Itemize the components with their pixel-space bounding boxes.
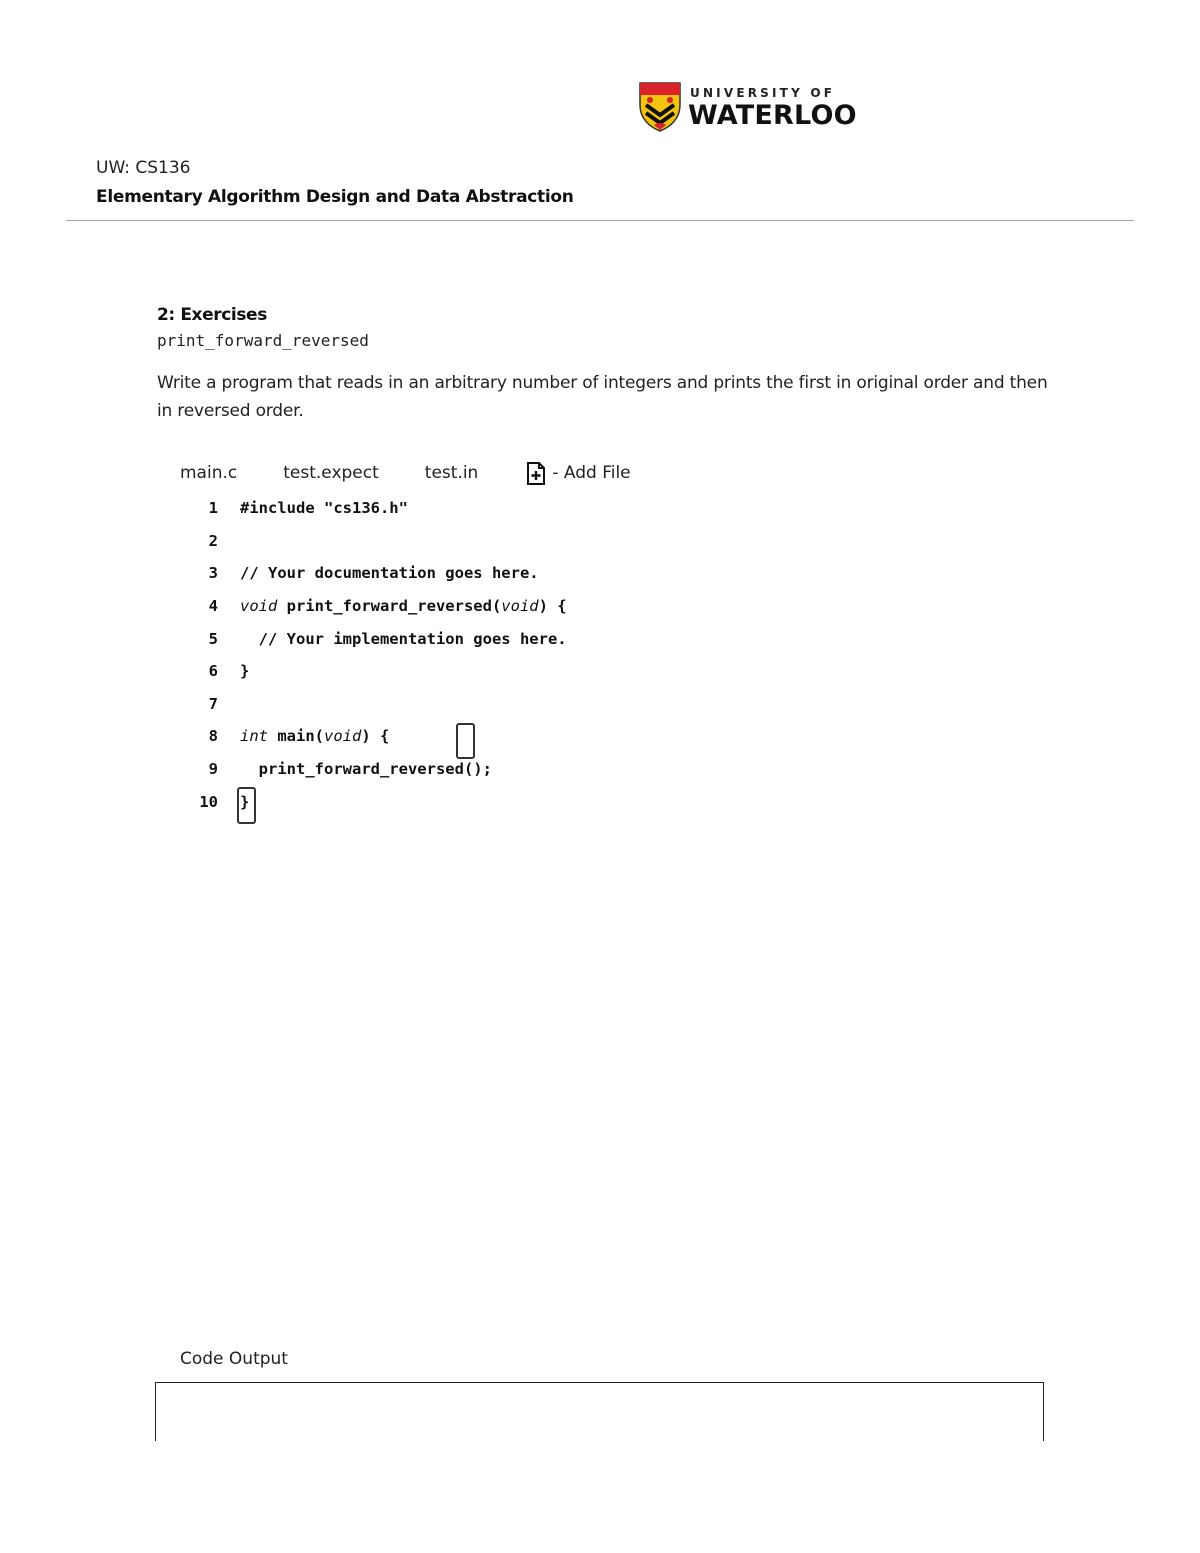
code-keyword: void [501, 597, 539, 616]
code-keyword: int [240, 727, 268, 746]
logo-top-text: UNIVERSITY OF [690, 86, 836, 100]
line-number: 10 [199, 792, 218, 811]
exercise-function-name: print_forward_reversed [157, 331, 369, 350]
code-line[interactable] [190, 655, 890, 688]
code-text: print_forward_reversed( [277, 597, 502, 616]
exercise-description: Write a program that reads in an arbitrary number of integers and prints the first in original order and then in reversed order. [157, 373, 1048, 421]
tab-main-c[interactable]: main.c [180, 463, 238, 483]
code-line[interactable] [190, 492, 890, 525]
code-line[interactable] [190, 720, 890, 753]
bracket-highlight-box [237, 787, 256, 824]
code-text: #include "cs136.h" [240, 499, 408, 518]
line-number: 4 [208, 597, 218, 616]
line-number: 2 [208, 531, 218, 550]
code-text: main( [268, 727, 324, 746]
add-file-icon [526, 462, 546, 485]
line-number: 3 [208, 564, 218, 583]
add-file-button[interactable] [526, 462, 630, 485]
add-file-label: - Add File [552, 463, 631, 483]
university-logo [638, 80, 868, 134]
file-tabs [180, 460, 631, 486]
code-keyword: void [324, 727, 362, 746]
code-keyword: void [240, 597, 278, 616]
course-code: UW: CS136 [96, 158, 191, 178]
code-line[interactable] [190, 525, 890, 558]
code-text: print_forward_reversed(); [240, 760, 492, 779]
code-editor[interactable] [190, 492, 890, 818]
line-code [240, 727, 389, 745]
line-code [240, 662, 249, 680]
tab-test-expect[interactable]: test.expect [283, 463, 379, 483]
code-line[interactable] [190, 590, 890, 623]
code-text: // Your implementation goes here. [240, 629, 567, 648]
line-code [240, 564, 539, 582]
shield-icon [638, 81, 682, 133]
code-line[interactable] [190, 688, 890, 721]
code-text: } [240, 662, 250, 681]
line-number: 7 [208, 694, 218, 713]
line-number: 9 [208, 760, 218, 779]
tab-test-in[interactable]: test.in [424, 463, 479, 483]
logo-wordmark [688, 85, 857, 129]
text-cursor-box [456, 723, 475, 759]
header-divider [66, 220, 1134, 221]
code-line[interactable] [190, 753, 890, 786]
code-line[interactable] [190, 557, 890, 590]
code-text: ) { [538, 597, 567, 616]
code-line[interactable] [190, 785, 890, 818]
exercise-heading: 2: Exercises [157, 305, 267, 325]
code-text: } [240, 792, 250, 811]
line-number: 6 [208, 662, 218, 681]
code-line[interactable] [190, 622, 890, 655]
code-text: ) { [361, 727, 390, 746]
line-code [240, 760, 492, 778]
line-number: 1 [208, 499, 218, 518]
logo-bottom-text: WATERLOO [688, 100, 857, 131]
code-text: // Your documentation goes here. [240, 564, 539, 583]
code-output-box [155, 1382, 1044, 1441]
code-output-label: Code Output [180, 1349, 288, 1369]
course-title: Elementary Algorithm Design and Data Abstraction [96, 187, 574, 207]
line-code [240, 630, 567, 648]
line-number: 8 [208, 727, 218, 746]
line-code [240, 499, 408, 517]
line-number: 5 [208, 629, 218, 648]
line-code [240, 597, 567, 615]
